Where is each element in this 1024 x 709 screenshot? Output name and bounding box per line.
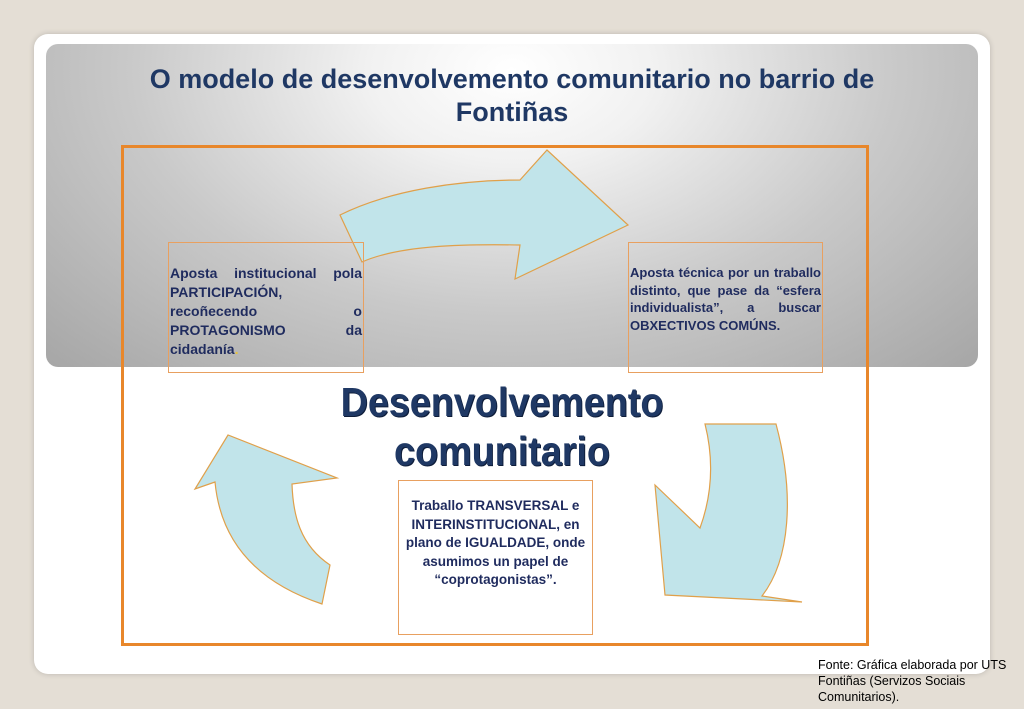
text-box-common-goals (628, 242, 823, 373)
common-goals-text: Aposta técnica por un traballo distinto, que pase da “esfera individualista”, a buscar OBXECTIVOS COMÚNS. (630, 265, 821, 333)
text-box-participation (168, 242, 364, 373)
participation-text: Aposta institucional pola PARTICIPACIÓN, recoñecendo o PROTAGONISMO da cidadanía (170, 265, 362, 357)
accent-dot: . (234, 341, 239, 357)
arrow-top-right (340, 150, 628, 279)
center-label: Desenvolvemento comunitario (340, 379, 664, 474)
transversal-text: Traballo TRANSVERSAL e INTERINSTITUCIONAL, en plano de IGUALDADE, onde asumimos un papel de “coprotagonistas”. (405, 498, 586, 587)
slide-title: O modelo de desenvolvemento comunitario no barrio de Fontiñas (149, 64, 875, 127)
source-note: Fonte: Gráfica elaborada por UTS Fontiñas (Servizos Sociais Comunitarios). (818, 658, 1007, 704)
text-box-transversal (398, 480, 593, 635)
